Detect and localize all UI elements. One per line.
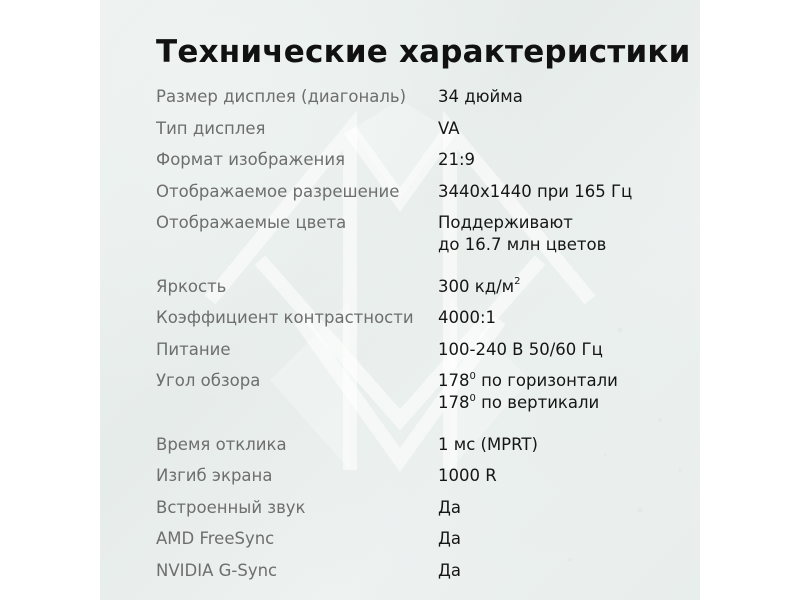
spec-row-display-size: [156, 86, 676, 108]
spec-row-brightness: [156, 276, 676, 298]
spec-row-display-type: [156, 118, 676, 140]
spec-row-power: [156, 339, 676, 361]
spec-value: 34 дюйма: [438, 87, 523, 106]
spec-value: Да: [438, 560, 462, 580]
spec-value-superscript: 0: [469, 370, 476, 382]
spec-value-text: по вертикали: [475, 393, 600, 412]
spec-value: Да: [438, 529, 462, 548]
spec-value: 1000 R: [438, 466, 497, 485]
spec-value: 21:9: [438, 150, 476, 169]
spec-value-line: [438, 370, 618, 392]
spec-row-aspect-ratio: [156, 149, 676, 171]
spec-row-contrast: [156, 307, 676, 329]
spec-label: Размер дисплея (диагональ): [156, 87, 407, 106]
spec-value-superscript: 2: [514, 276, 521, 287]
spec-row-curvature: [156, 465, 676, 487]
spec-label: Изгиб экрана: [156, 466, 273, 485]
spec-value-text: 300 кд/м: [438, 276, 515, 296]
spec-label: Коэффициент контрастности: [156, 308, 414, 327]
spec-value: [438, 276, 521, 298]
spec-row-freesync: [156, 528, 676, 550]
spec-value-superscript: 0: [469, 392, 476, 404]
spec-label: Время отклика: [156, 434, 287, 454]
spec-label: Тип дисплея: [156, 118, 266, 138]
spec-label: Угол обзора: [156, 371, 261, 390]
spec-list: [156, 86, 676, 582]
spec-value: 4000:1: [438, 308, 497, 327]
spec-row-colors: [156, 212, 676, 256]
spec-value-line: Поддерживают: [438, 213, 573, 232]
spec-value-line: [438, 392, 618, 414]
page-title: Технические характеристики: [156, 34, 691, 70]
spec-label: Отображаемые цвета: [156, 213, 347, 232]
spec-label: Питание: [156, 339, 231, 359]
spec-value-text: по горизонтали: [475, 371, 618, 390]
spec-row-resolution: [156, 181, 676, 203]
spec-row-response-time: [156, 434, 676, 456]
spec-label: Отображаемое разрешение: [156, 181, 400, 201]
spec-label: NVIDIA G-Sync: [156, 560, 278, 580]
spec-value: [438, 212, 606, 256]
spec-value-text: 178: [438, 393, 470, 412]
spec-label: AMD FreeSync: [156, 529, 275, 548]
spec-value: 1 мс (MPRT): [438, 434, 538, 454]
spec-value: Да: [438, 497, 462, 517]
spec-value: VA: [438, 118, 460, 138]
spec-label: Встроенный звук: [156, 497, 306, 517]
spec-value: 100-240 В 50/60 Гц: [438, 339, 603, 359]
spec-value: 3440x1440 при 165 Гц: [438, 181, 633, 201]
spec-value-line: до 16.7 млн цветов: [438, 235, 607, 254]
spec-value: [438, 370, 618, 414]
spec-card: [100, 0, 700, 600]
spec-row-gsync: [156, 560, 676, 582]
spec-label: Формат изображения: [156, 150, 345, 169]
spec-label: Яркость: [156, 276, 227, 296]
spec-value-text: 178: [438, 371, 470, 390]
spec-row-built-in-audio: [156, 497, 676, 519]
spec-row-viewing-angle: [156, 370, 676, 414]
